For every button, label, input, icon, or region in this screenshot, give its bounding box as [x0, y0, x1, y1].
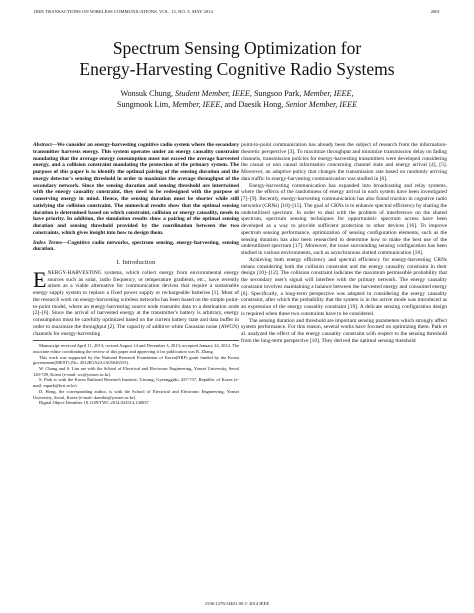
index-terms: [33, 240, 239, 254]
footnote: Manuscript received April 11, 2013; revised August 14 and December 3, 2013; accepted January 24, 2014. The associate editor coordinating the review of this paper and approving it for publication was R. Zhang.: [33, 343, 239, 354]
abstract-text: —We consider an energy-harvesting cognitive radio system where the secondary transmitter harvests energy. This system operates under an energy causality constraint mandating that the average energy consumption must not exceed the average harvested energy, and a collision constraint mandating the protection of the primary system. The purpose of this paper is to identify the optimal pairing of the sensing duration and the energy detector's sensing threshold in order to maximize the average throughput of the secondary network. Since the sensing duration and sensing threshold are intertwined with the energy causality constraint, they need to be redesigned with the purpose of conserving energy in mind. Hence, the sensing duration must be shorter while still satisfying the collision constraint. The numerical results show that the optimal sensing duration is determined based on which constraint, collision or energy causality, needs to have priority. In addition, the simulation results show a pairing of the optimal sensing duration and sensing threshold provided by the coordination between the two constraints, which gives insight into how to design them.: [33, 142, 239, 236]
body-paragraph: Energy-harvesting communication has expanded into broadcasting and relay systems, where the effects of the randomness of energy arrival in each system have been investigated [7]–[9]. Recently, energy-harvesting communication has also found traction in cognitive radio networks (CRNs) [10]–[15]. The goal of CRNs is to enhance spectral efficiency by sharing the underutilized spectrum. In order to deal with the problem of interference on the shared spectrum, spectrum sensing techniques for opportunistic spectrum access have been developed as a way to provide sufficient protection to other devices [16]. To improve spectrum sensing performance, optimization of sensing configuration elements, such as the sensing duration has also been researched to determine how to make the best use of the underutilized spectrum [17]. Moreover, the issue surrounding sensing configuration has been studied in various environments, such as asynchronous slotted communication [18].: [241, 182, 447, 256]
author-names-1: Wonsuk Chung,: [120, 89, 176, 98]
footnotes: [33, 340, 239, 406]
introduction-paragraph: [33, 266, 239, 338]
footnote: This work was supported by the National Research Foundation of Korea(NRF) grant funded by the Korea government(MEST) (No. 2012R1A2A1A05026315).: [33, 354, 239, 366]
abstract: [33, 142, 239, 237]
index-terms-text: —Cognitive radio networks, spectrum sensing, energy-harvesting, sensing duration.: [33, 239, 239, 253]
drop-cap: E: [33, 266, 47, 292]
abstract-label: Abstract: [33, 142, 52, 148]
author-names-4: , and Daesik Hong,: [220, 100, 286, 109]
title-line-2: Energy-Harvesting Cognitive Radio Systems: [79, 59, 395, 79]
footnote: W. Chung and S. Lim are with the School of Electrical and Electronic Engineering, Yonsei University, Seoul 120-749, Korea (e-mail: ws@yonsei.ac.kr).: [33, 366, 239, 377]
body-paragraph: Achieving both energy efficiency and spectral efficiency for energy-harvesting CRNs means considering both the collision constraint and the energy causality constraint in their design [10]–[12]. The collision constraint indicates the maximum permissible probability that the secondary user's signal will interfere with the primary network. The energy causality constraint involves maintaining a balance between the harvested energy and consumed energy [6]. Specifically, a long-term perspective was adopted in considering the energy causality constraint, after which the probability that the system is in the active mode was introduced as an expression of the energy causality constraint [19]. A delicate sensing configuration design is required when these two constraints have to be considered.: [241, 256, 447, 317]
intro-text: systems, which collect energy from environmental energy sources such as solar, radio frequency, or temperature gradients, etc., have recently arisen as a viable alternative for communication devices that require a sustainable energy supply system to replace a fixed power supply or rechargeable batteries [1]. Most of the research work on energy-harvesting wireless networks has been based on the simple point-to-point model, where an energy-harvesting source node transmits data to a destination node [2]–[6]. Since the arrival of harvested energy at the transmitter's battery is arbitrary, energy consumption must be carefully optimized based on the current battery state and data buffer in order to maximize the throughput [2]. The capacity of additive white Gaussian noise (AWGN) channels for energy-harvesting: [33, 269, 239, 337]
author-role-1: Student Member, IEEE: [175, 89, 250, 98]
author-role-2: Member, IEEE: [303, 89, 352, 98]
author-role-4: Senior Member, IEEE: [285, 100, 358, 109]
author-line-2: [0, 99, 474, 110]
doi-footnote: Digital Object Identifier 10.1109/TWC.2014.032514.130637: [39, 400, 149, 406]
author-names-3: Sungmook Lim,: [116, 100, 173, 109]
author-role-3: Member, IEEE: [172, 100, 221, 109]
author-sep: ,: [351, 89, 354, 98]
journal-name: IEEE TRANSACTIONS ON WIRELESS COMMUNICATIONS, VOL. 13, NO. 5, MAY 2014: [34, 9, 213, 14]
footnote: D. Hong, the corresponding author, is with the School of Electrical and Electronic Engineering, Yonsei University, Seoul, Korea (e-mail: daesikh@yonsei.ac.kr).: [33, 388, 239, 400]
left-column: [33, 142, 239, 406]
body-paragraph: point-to-point communication has already been the subject of research from the information-theoretic perspective [3]. To maximize throughput and minimize transmission delay on fading channels, transmission policies for energy-harvesting transmitters were developed considering the causal or non causal information concerning channel state and energy arrival [4], [5]. Moreover, an adaptive policy that changes the transmission rate based on randomly arriving data traffic in energy-harvesting communication was studied in [6].: [241, 142, 447, 182]
footnote: S. Park is with the Korea Railroad Research Institute, Uiwang, Gyeonggido, 437-757, Republic of Korea (e-mail: sspark@krri.re.kr).: [33, 377, 239, 389]
body-paragraph: The sensing duration and threshold are important sensing parameters which strongly affect system performance. For this reason, several works have focused on optimizing them. Park et al. analyzed the effect of the energy causality constraint with respect to the sensing threshold from the long-term perspective [10]. They derived the optimal sensing threshold: [241, 317, 447, 344]
author-list: [0, 88, 474, 110]
author-line-1: [0, 88, 474, 99]
intro-lead-word: NERGY-HARVESTING: [47, 269, 102, 276]
author-names-2: , Sungsoo Park,: [249, 89, 304, 98]
page-number: 2601: [430, 9, 440, 14]
paper-title: [0, 38, 474, 80]
index-terms-label: Index Terms: [33, 239, 62, 246]
section-heading-introduction: I. Introduction: [116, 259, 156, 266]
title-line-1: Spectrum Sensing Optimization for: [112, 38, 362, 58]
running-header: [34, 9, 440, 14]
issn-footer: 1536-1276/14$31.00 © 2014 IEEE: [204, 601, 270, 606]
right-column: [241, 142, 447, 345]
